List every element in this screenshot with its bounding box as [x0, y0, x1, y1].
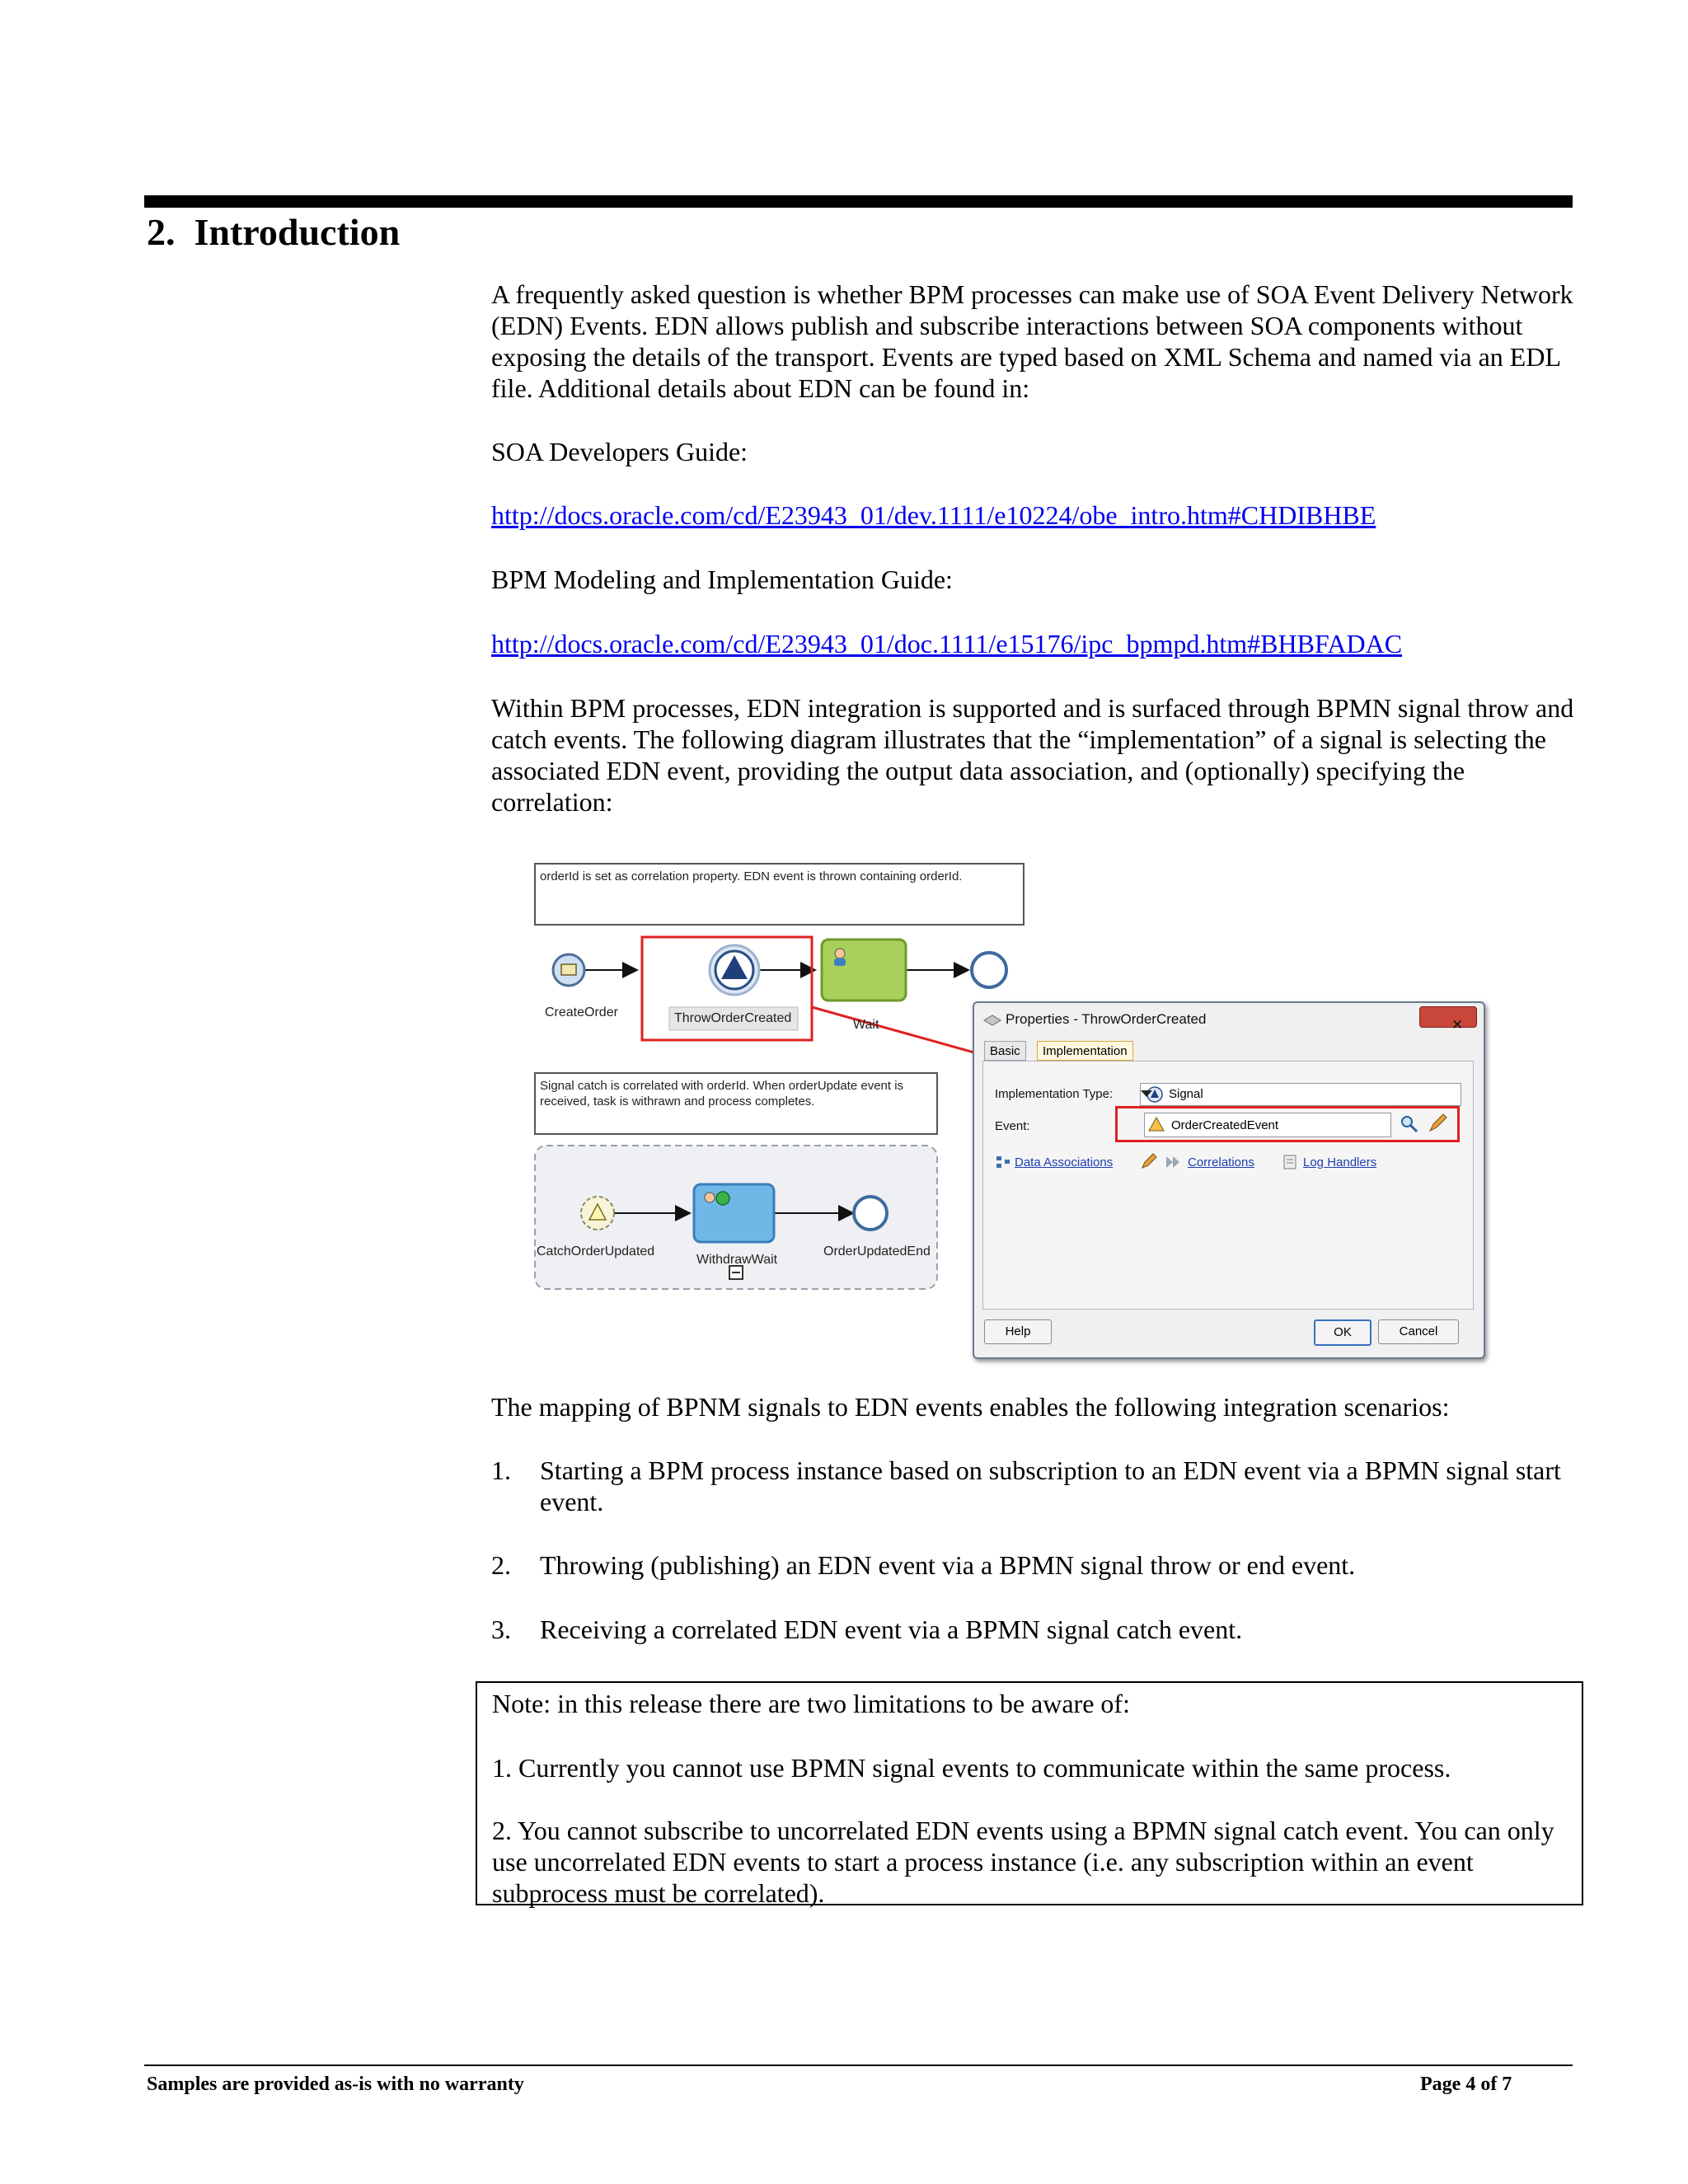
footer-rule [144, 2064, 1573, 2066]
note-box [476, 1681, 1583, 1908]
dialog-title-bar [974, 1003, 1484, 1034]
event-type-icon [1148, 1116, 1166, 1132]
correlations-icon [1165, 1155, 1183, 1169]
user-service-icon [705, 1193, 715, 1202]
event-field[interactable] [1144, 1113, 1391, 1137]
implementation-type-label: Implementation Type: [995, 1087, 1114, 1101]
list-item [491, 1455, 1571, 1517]
event-label: Event: [995, 1119, 1030, 1133]
soa-guide-label: SOA Developers Guide: [491, 437, 748, 466]
close-icon: ✕ [1451, 1017, 1464, 1033]
properties-dialog [973, 1001, 1485, 1359]
properties-icon [982, 1013, 1002, 1028]
withdraw-wait-label: WithdrawWait [696, 1253, 778, 1267]
note-item-2: 2. You cannot subscribe to uncorrelated EDN events using a BPMN signal catch event. You can only use uncorrelated EDN events to start a process instance (i.e. any subscription within an event subprocess must be correlated). [492, 1816, 1554, 1908]
data-associations-link[interactable]: Data Associations [1015, 1155, 1114, 1169]
note-heading: Note: in this release there are two limitations to be aware of: [492, 1689, 1130, 1718]
implementation-panel [982, 1061, 1474, 1310]
message-icon [561, 964, 576, 975]
correlations-link[interactable]: Correlations [1188, 1155, 1254, 1169]
mapping-paragraph: The mapping of BPNM signals to EDN events enables the following integration scenarios: [491, 1392, 1450, 1422]
intro-paragraph: A frequently asked question is whether BPM processes can make use of SOA Event Delivery Network (EDN) Events. EDN allows publish and subscribe interactions between SOA components without exposing the details of the transport. Events are typed based on XML Schema and named via an EDL file. Additional details about EDN can be found in: [491, 279, 1573, 403]
chevron-down-icon [1141, 1090, 1152, 1099]
log-handlers-link[interactable]: Log Handlers [1303, 1155, 1377, 1169]
data-associations-icon [995, 1154, 1011, 1170]
list-item [491, 1614, 1571, 1645]
throw-order-created-label: ThrowOrderCreated [674, 1011, 792, 1025]
pencil-icon[interactable] [1140, 1152, 1158, 1170]
tab-implementation[interactable]: Implementation [1037, 1041, 1133, 1061]
withdraw-wait-task [694, 1184, 774, 1242]
section-top-rule [144, 195, 1573, 208]
search-icon[interactable] [1400, 1114, 1419, 1134]
create-order-label: CreateOrder [545, 1005, 618, 1019]
edit-pencil-icon[interactable] [1427, 1113, 1448, 1134]
log-handlers-icon [1282, 1154, 1298, 1170]
bpm-guide-link[interactable]: http://docs.oracle.com/cd/E23943_01/doc.1111/e15176/ipc_bpmpd.htm#BHBFADAC [491, 629, 1403, 658]
dialog-title: Properties - ThrowOrderCreated [1006, 1011, 1207, 1027]
help-button[interactable]: Help [984, 1319, 1052, 1344]
bpmn-figure [532, 857, 1492, 1365]
user-icon [835, 949, 845, 958]
note-item-1: 1. Currently you cannot use BPMN signal events to communicate within the same process. [492, 1753, 1451, 1783]
soa-guide-link[interactable]: http://docs.oracle.com/cd/E23943_01/dev.1111/e10224/obe_intro.htm#CHDIBHBE [491, 500, 1376, 530]
list-item-text: Starting a BPM process instance based on subscription to an EDN event via a BPMN signal start event. [540, 1455, 1561, 1516]
order-updated-end-event [854, 1197, 887, 1230]
within-paragraph: Within BPM processes, EDN integration is supported and is surfaced through BPMN signal throw and catch events. The following diagram illustrates that the “implementation” of a signal is selecting the associated EDN event, providing the output data association, and (optionally) specifying the correlation: [491, 693, 1574, 817]
section-title: Introduction [194, 211, 401, 253]
list-item-number: 3. [491, 1615, 511, 1644]
annotation-top-text: orderId is set as correlation property. EDN event is thrown containing orderId. [540, 869, 963, 883]
list-item [491, 1549, 1571, 1581]
wait-label: Wait [853, 1018, 879, 1032]
list-item-text: Throwing (publishing) an EDN event via a BPMN signal throw or end event. [540, 1550, 1356, 1580]
soa-guide-link-line [491, 499, 1579, 531]
ok-button[interactable]: OK [1314, 1319, 1372, 1346]
list-item-number: 1. [491, 1455, 511, 1485]
cancel-button[interactable]: Cancel [1378, 1319, 1459, 1344]
list-item-number: 2. [491, 1550, 511, 1580]
page-number: Page 4 of 7 [1420, 2074, 1512, 2095]
end-event-top [972, 953, 1006, 987]
list-item-text: Receiving a correlated EDN event via a BPMN signal catch event. [540, 1615, 1243, 1644]
close-button[interactable] [1419, 1006, 1477, 1033]
gear-icon [716, 1192, 729, 1205]
footer-disclaimer: Samples are provided as-is with no warranty [147, 2074, 524, 2095]
catch-order-updated-label: CatchOrderUpdated [537, 1244, 655, 1258]
implementation-type-value: Signal [1169, 1087, 1203, 1101]
wait-task [822, 940, 906, 1001]
implementation-type-select[interactable] [1140, 1083, 1461, 1106]
section-number: 2. [147, 211, 176, 253]
order-updated-end-label: OrderUpdatedEnd [823, 1244, 931, 1258]
bpm-guide-link-line [491, 628, 1579, 659]
section-heading [147, 209, 400, 255]
tab-basic[interactable]: Basic [984, 1041, 1026, 1061]
bpm-guide-label: BPM Modeling and Implementation Guide: [491, 565, 953, 594]
event-value: OrderCreatedEvent [1171, 1118, 1279, 1132]
annotation-bottom-text: Signal catch is correlated with orderId. When orderUpdate event is received, task is withrawn and process completes. [540, 1079, 904, 1108]
